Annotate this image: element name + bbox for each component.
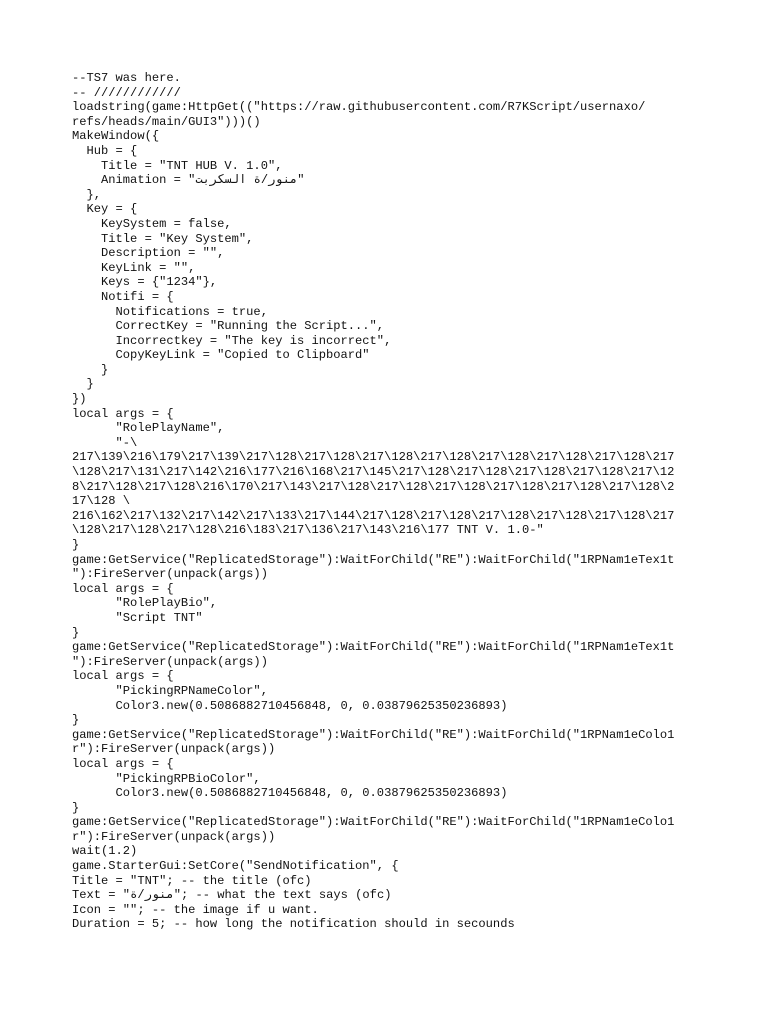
code-line: Description = "", [72, 246, 225, 261]
code-line: Key = { [72, 202, 138, 217]
code-line: MakeWindow({ [72, 129, 160, 144]
code-line: } [72, 625, 80, 640]
code-line: game:GetService("ReplicatedStorage"):WaitForChild("RE"):WaitForChild("1RPNam1eColo1 [72, 727, 675, 742]
code-line: Duration = 5; -- how long the notification should in secounds [72, 917, 515, 932]
code-line: --TS7 was here. [72, 71, 181, 85]
code-line: Title = "Key System", [72, 231, 254, 246]
code-line: KeyLink = "", [72, 260, 196, 275]
code-line: refs/heads/main/GUI3")))() [72, 114, 261, 129]
code-line: \128\217\131\217\142\216\177\216\168\217\145\217\128\217\128\217\128\217\128\217\12 [72, 465, 675, 480]
code-line: KeySystem = false, [72, 216, 232, 231]
code-line: 216\162\217\132\217\142\217\133\217\144\217\128\217\128\217\128\217\128\217\128\217 [72, 508, 675, 523]
code-line: game:GetService("ReplicatedStorage"):WaitForChild("RE"):WaitForChild("1RPNam1eTex1t [72, 552, 675, 567]
code-line: } [72, 538, 80, 552]
code-line: } [72, 377, 94, 392]
code-line: 17\128 \ [72, 494, 131, 509]
code-line: Icon = ""; -- the image if u want. [72, 902, 319, 917]
code-line: Color3.new(0.5086882710456848, 0, 0.03879625350236893) [72, 786, 508, 801]
code-line: }, [72, 187, 102, 202]
code-line: 8\217\128\217\128\216\170\217\143\217\128\217\128\217\128\217\128\217\128\217\128\2 [72, 479, 675, 494]
code-line: "Script TNT" [72, 610, 203, 625]
code-line: "-\ [72, 435, 138, 450]
code-line: Incorrectkey = "The key is incorrect", [72, 333, 392, 348]
code-line: local args = { [72, 406, 174, 421]
code-line: } [72, 800, 80, 815]
code-line: r"):FireServer(unpack(args)) [72, 829, 276, 844]
code-line: game.StarterGui:SetCore("SendNotification", { [72, 859, 399, 874]
code-line: }) [72, 392, 87, 407]
code-line: Hub = { [72, 143, 138, 158]
code-line: r"):FireServer(unpack(args)) [72, 742, 276, 757]
code-line: loadstring(game:HttpGet(("https://raw.githubusercontent.com/R7KScript/usernaxo/ [72, 100, 646, 115]
code-line: "RolePlayBio", [72, 596, 218, 611]
code-listing [72, 71, 712, 932]
code-line: Animation = "منور/ة السكربت" [72, 173, 305, 188]
code-line: local args = { [72, 581, 174, 596]
code-line: Title = "TNT HUB V. 1.0", [72, 158, 283, 173]
code-line: local args = { [72, 669, 174, 684]
code-line: Notifications = true, [72, 304, 268, 319]
code-line: Keys = {"1234"}, [72, 275, 218, 290]
code-line: -- //////////// [72, 85, 181, 100]
code-line: "):FireServer(unpack(args)) [72, 567, 268, 582]
code-line: Text = "منور/ة"; -- what the text says (ofc) [72, 888, 392, 903]
code-line: \128\217\128\217\128\216\183\217\136\217\143\216\177 TNT V. 1.0-" [72, 523, 544, 538]
code-line: CorrectKey = "Running the Script...", [72, 319, 385, 334]
code-line: "PickingRPBioColor", [72, 771, 261, 786]
code-line: Color3.new(0.5086882710456848, 0, 0.03879625350236893) [72, 698, 508, 713]
code-line: game:GetService("ReplicatedStorage"):WaitForChild("RE"):WaitForChild("1RPNam1eTex1t [72, 640, 675, 655]
code-line: Notifi = { [72, 289, 174, 304]
code-line: "):FireServer(unpack(args)) [72, 654, 268, 669]
code-line: "PickingRPNameColor", [72, 683, 268, 698]
code-line: CopyKeyLink = "Copied to Clipboard" [72, 348, 370, 363]
code-line: Title = "TNT"; -- the title (ofc) [72, 873, 312, 888]
code-line: wait(1.2) [72, 844, 138, 859]
code-line: } [72, 713, 80, 728]
code-line: "RolePlayName", [72, 421, 225, 436]
code-line: 217\139\216\179\217\139\217\128\217\128\217\128\217\128\217\128\217\128\217\128\217 [72, 450, 675, 465]
code-line: } [72, 362, 109, 377]
code-line: game:GetService("ReplicatedStorage"):WaitForChild("RE"):WaitForChild("1RPNam1eColo1 [72, 815, 675, 830]
code-line: local args = { [72, 756, 174, 771]
